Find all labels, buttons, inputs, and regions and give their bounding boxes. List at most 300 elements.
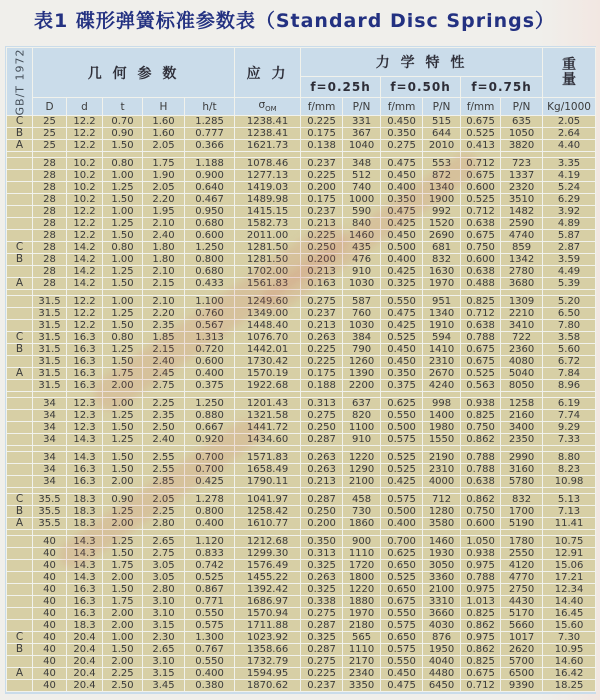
value-cell: 12.2 bbox=[67, 218, 103, 230]
value-cell: 12.2 bbox=[67, 128, 103, 140]
value-cell: 0.600 bbox=[185, 230, 235, 242]
value-cell: 35.5 bbox=[33, 506, 67, 518]
value-cell: 1732.79 bbox=[235, 656, 301, 668]
series-letter: C bbox=[7, 494, 33, 506]
series-letter bbox=[7, 320, 33, 332]
value-cell: 1030 bbox=[343, 278, 381, 290]
value-cell: 1040 bbox=[343, 140, 381, 152]
series-letter bbox=[7, 584, 33, 596]
value-cell: 0.275 bbox=[381, 140, 423, 152]
value-cell: 5.20 bbox=[543, 296, 596, 308]
value-cell: 1561.83 bbox=[235, 278, 301, 290]
value-cell: 0.788 bbox=[461, 332, 501, 344]
value-cell: 3.10 bbox=[143, 656, 185, 668]
series-letter bbox=[7, 194, 33, 206]
value-cell: 2780 bbox=[501, 266, 543, 278]
value-cell: 0.475 bbox=[381, 680, 423, 692]
column-unit-header: t bbox=[103, 98, 143, 116]
value-cell: 0.413 bbox=[461, 140, 501, 152]
value-cell: 0.213 bbox=[301, 218, 343, 230]
value-cell: 4030 bbox=[423, 620, 461, 632]
series-letter: B bbox=[7, 344, 33, 356]
value-cell: 0.213 bbox=[301, 320, 343, 332]
value-cell: 2010 bbox=[423, 140, 461, 152]
series-letter: A bbox=[7, 668, 33, 680]
value-cell: 1.100 bbox=[185, 296, 235, 308]
value-cell: 0.600 bbox=[461, 254, 501, 266]
value-cell: 1.80 bbox=[143, 242, 185, 254]
value-cell: 2.65 bbox=[143, 644, 185, 656]
value-cell: 1.050 bbox=[461, 536, 501, 548]
header-stress: 应 力 bbox=[235, 48, 301, 98]
table-row bbox=[7, 344, 596, 356]
value-cell: 7.33 bbox=[543, 434, 596, 446]
value-cell: 1880 bbox=[343, 596, 381, 608]
value-cell: 34 bbox=[33, 422, 67, 434]
series-letter bbox=[7, 422, 33, 434]
value-cell: 1110 bbox=[343, 644, 381, 656]
table-row bbox=[7, 218, 596, 230]
value-cell: 820 bbox=[343, 410, 381, 422]
table-row bbox=[7, 668, 596, 680]
value-cell: 0.777 bbox=[185, 128, 235, 140]
value-cell: 1702.00 bbox=[235, 266, 301, 278]
value-cell: 0.488 bbox=[461, 278, 501, 290]
value-cell: 367 bbox=[343, 128, 381, 140]
value-cell: 790 bbox=[343, 344, 381, 356]
value-cell: 0.366 bbox=[185, 140, 235, 152]
value-cell: 31.5 bbox=[33, 356, 67, 368]
value-cell: 3.92 bbox=[543, 206, 596, 218]
value-cell: 0.675 bbox=[461, 230, 501, 242]
value-cell: 0.400 bbox=[185, 518, 235, 530]
value-cell: 2.64 bbox=[543, 128, 596, 140]
table-row bbox=[7, 128, 596, 140]
value-cell: 2.85 bbox=[143, 476, 185, 488]
value-cell: 4240 bbox=[423, 380, 461, 392]
value-cell: 2.50 bbox=[143, 422, 185, 434]
value-cell: 40 bbox=[33, 548, 67, 560]
value-cell: 2100 bbox=[343, 476, 381, 488]
value-cell: 16.3 bbox=[67, 380, 103, 392]
value-cell: 0.600 bbox=[461, 182, 501, 194]
value-cell: 15.60 bbox=[543, 620, 596, 632]
value-cell: 1780 bbox=[501, 536, 543, 548]
value-cell: 1201.43 bbox=[235, 398, 301, 410]
value-cell: 3660 bbox=[423, 608, 461, 620]
value-cell: 1.75 bbox=[103, 560, 143, 572]
value-cell: 1434.60 bbox=[235, 434, 301, 446]
value-cell: 2.15 bbox=[143, 278, 185, 290]
value-cell: 14.3 bbox=[67, 536, 103, 548]
value-cell: 435 bbox=[343, 242, 381, 254]
value-cell: 3400 bbox=[501, 422, 543, 434]
value-cell: 0.675 bbox=[461, 668, 501, 680]
value-cell: 2590 bbox=[501, 218, 543, 230]
value-cell: 34 bbox=[33, 434, 67, 446]
value-cell: 992 bbox=[423, 206, 461, 218]
value-cell: 1.313 bbox=[185, 332, 235, 344]
value-cell: 0.550 bbox=[381, 656, 423, 668]
series-letter bbox=[7, 656, 33, 668]
value-cell: 2170 bbox=[343, 656, 381, 668]
value-cell: 12.2 bbox=[67, 320, 103, 332]
value-cell: 2.20 bbox=[143, 194, 185, 206]
value-cell: 34 bbox=[33, 464, 67, 476]
value-cell: 1.00 bbox=[103, 170, 143, 182]
value-cell: 0.525 bbox=[461, 128, 501, 140]
value-cell: 1442.01 bbox=[235, 344, 301, 356]
value-cell: 1455.22 bbox=[235, 572, 301, 584]
value-cell: 2011.00 bbox=[235, 230, 301, 242]
value-cell: 1621.73 bbox=[235, 140, 301, 152]
value-cell: 5170 bbox=[501, 608, 543, 620]
value-cell: 0.525 bbox=[461, 368, 501, 380]
value-cell: 0.250 bbox=[301, 506, 343, 518]
value-cell: 2.75 bbox=[143, 548, 185, 560]
value-cell: 11.41 bbox=[543, 518, 596, 530]
series-letter bbox=[7, 356, 33, 368]
value-cell: 34 bbox=[33, 398, 67, 410]
value-cell: 5.60 bbox=[543, 344, 596, 356]
value-cell: 0.188 bbox=[301, 380, 343, 392]
value-cell: 2.00 bbox=[103, 656, 143, 668]
value-cell: 1571.83 bbox=[235, 452, 301, 464]
value-cell: 1220 bbox=[343, 452, 381, 464]
value-cell: 2360 bbox=[501, 344, 543, 356]
series-letter: A bbox=[7, 518, 33, 530]
value-cell: 0.640 bbox=[185, 182, 235, 194]
value-cell: 3.05 bbox=[143, 560, 185, 572]
value-cell: 1000 bbox=[343, 194, 381, 206]
value-cell: 0.225 bbox=[301, 356, 343, 368]
value-cell: 832 bbox=[423, 254, 461, 266]
value-cell: 0.80 bbox=[103, 242, 143, 254]
value-cell: 722 bbox=[501, 332, 543, 344]
value-cell: 28 bbox=[33, 194, 67, 206]
value-cell: 3.59 bbox=[543, 254, 596, 266]
table-row bbox=[7, 158, 596, 170]
table-row bbox=[7, 308, 596, 320]
series-letter bbox=[7, 548, 33, 560]
value-cell: 4.89 bbox=[543, 218, 596, 230]
value-cell: 0.825 bbox=[461, 296, 501, 308]
table-row bbox=[7, 206, 596, 218]
value-cell: 0.788 bbox=[461, 464, 501, 476]
value-cell: 2.15 bbox=[143, 344, 185, 356]
value-cell: 0.575 bbox=[381, 620, 423, 632]
value-cell: 1.250 bbox=[185, 398, 235, 410]
value-cell: 681 bbox=[423, 242, 461, 254]
value-cell: 0.163 bbox=[301, 278, 343, 290]
value-cell: 1800 bbox=[343, 572, 381, 584]
value-cell: 3410 bbox=[501, 320, 543, 332]
value-cell: 0.225 bbox=[301, 230, 343, 242]
value-cell: 5780 bbox=[501, 476, 543, 488]
value-cell: 0.771 bbox=[185, 596, 235, 608]
table-row bbox=[7, 320, 596, 332]
series-letter: C bbox=[7, 332, 33, 344]
value-cell: 4080 bbox=[501, 356, 543, 368]
value-cell: 1.278 bbox=[185, 494, 235, 506]
value-cell: 0.525 bbox=[461, 194, 501, 206]
table-row bbox=[7, 452, 596, 464]
value-cell: 1349.00 bbox=[235, 308, 301, 320]
series-letter bbox=[7, 596, 33, 608]
value-cell: 1.50 bbox=[103, 278, 143, 290]
value-cell: 0.225 bbox=[301, 170, 343, 182]
value-cell: 12.91 bbox=[543, 548, 596, 560]
value-cell: 14.2 bbox=[67, 266, 103, 278]
value-cell: 458 bbox=[343, 494, 381, 506]
series-letter bbox=[7, 218, 33, 230]
value-cell: 34 bbox=[33, 410, 67, 422]
value-cell: 2160 bbox=[501, 410, 543, 422]
value-cell: 0.213 bbox=[301, 476, 343, 488]
parameters-table bbox=[6, 47, 596, 692]
value-cell: 0.600 bbox=[461, 518, 501, 530]
value-cell: 1.50 bbox=[103, 584, 143, 596]
value-cell: 10.98 bbox=[543, 476, 596, 488]
value-cell: 16.3 bbox=[67, 368, 103, 380]
value-cell: 1.75 bbox=[103, 368, 143, 380]
table-row bbox=[7, 242, 596, 254]
value-cell: 0.200 bbox=[301, 518, 343, 530]
value-cell: 1.90 bbox=[143, 170, 185, 182]
series-letter: B bbox=[7, 506, 33, 518]
value-cell: 0.550 bbox=[381, 608, 423, 620]
value-cell: 0.325 bbox=[301, 632, 343, 644]
series-letter: B bbox=[7, 254, 33, 266]
value-cell: 1.50 bbox=[103, 140, 143, 152]
value-cell: 515 bbox=[423, 116, 461, 128]
value-cell: 0.325 bbox=[381, 278, 423, 290]
value-cell: 1.25 bbox=[103, 266, 143, 278]
value-cell: 2.30 bbox=[143, 632, 185, 644]
table-row bbox=[7, 434, 596, 446]
value-cell: 3.10 bbox=[143, 608, 185, 620]
value-cell: 10.2 bbox=[67, 194, 103, 206]
value-cell: 3680 bbox=[501, 278, 543, 290]
value-cell: 512 bbox=[343, 170, 381, 182]
value-cell: 0.225 bbox=[301, 344, 343, 356]
value-cell: 635 bbox=[501, 116, 543, 128]
value-cell: 14.60 bbox=[543, 656, 596, 668]
column-unit-header: P/N bbox=[501, 98, 543, 116]
table-row bbox=[7, 194, 596, 206]
value-cell: 34 bbox=[33, 452, 67, 464]
value-cell: 40 bbox=[33, 536, 67, 548]
value-cell: 7.84 bbox=[543, 368, 596, 380]
value-cell: 1.25 bbox=[103, 182, 143, 194]
value-cell: 1970 bbox=[423, 278, 461, 290]
series-letter bbox=[7, 170, 33, 182]
value-cell: 0.975 bbox=[461, 632, 501, 644]
series-letter: C bbox=[7, 116, 33, 128]
value-cell: 1570.94 bbox=[235, 608, 301, 620]
value-cell: 8.96 bbox=[543, 380, 596, 392]
value-cell: 40 bbox=[33, 620, 67, 632]
value-cell: 0.425 bbox=[381, 476, 423, 488]
series-letter bbox=[7, 620, 33, 632]
value-cell: 2200 bbox=[343, 380, 381, 392]
value-cell: 998 bbox=[423, 398, 461, 410]
value-cell: 0.225 bbox=[301, 116, 343, 128]
value-cell: 16.3 bbox=[67, 356, 103, 368]
value-cell: 2.25 bbox=[103, 668, 143, 680]
value-cell: 16.3 bbox=[67, 464, 103, 476]
value-cell: 2.40 bbox=[143, 434, 185, 446]
column-unit-header: P/N bbox=[423, 98, 461, 116]
value-cell: 0.675 bbox=[461, 116, 501, 128]
value-cell: 2.05 bbox=[143, 182, 185, 194]
value-cell: 16.45 bbox=[543, 608, 596, 620]
value-cell: 2.00 bbox=[103, 572, 143, 584]
value-cell: 348 bbox=[343, 158, 381, 170]
value-cell: 16.3 bbox=[67, 476, 103, 488]
value-cell: 1290 bbox=[343, 464, 381, 476]
value-cell: 12.2 bbox=[67, 230, 103, 242]
value-cell: 12.3 bbox=[67, 398, 103, 410]
table-row bbox=[7, 266, 596, 278]
value-cell: 1041.97 bbox=[235, 494, 301, 506]
value-cell: 40 bbox=[33, 608, 67, 620]
value-cell: 2.10 bbox=[143, 296, 185, 308]
value-cell: 0.525 bbox=[185, 572, 235, 584]
value-cell: 2.00 bbox=[103, 518, 143, 530]
value-cell: 40 bbox=[33, 596, 67, 608]
value-cell: 384 bbox=[343, 332, 381, 344]
value-cell: 31.5 bbox=[33, 308, 67, 320]
value-cell: 0.263 bbox=[301, 464, 343, 476]
value-cell: 1212.68 bbox=[235, 536, 301, 548]
table-row bbox=[7, 680, 596, 692]
value-cell: 35.5 bbox=[33, 494, 67, 506]
value-cell: 1630 bbox=[423, 266, 461, 278]
series-letter bbox=[7, 572, 33, 584]
value-cell: 9.29 bbox=[543, 422, 596, 434]
value-cell: 0.350 bbox=[301, 536, 343, 548]
value-cell: 644 bbox=[423, 128, 461, 140]
value-cell: 2.80 bbox=[143, 518, 185, 530]
value-cell: 1100 bbox=[343, 422, 381, 434]
value-cell: 3310 bbox=[423, 596, 461, 608]
value-cell: 2620 bbox=[501, 644, 543, 656]
value-cell: 0.287 bbox=[301, 494, 343, 506]
value-cell: 6.29 bbox=[543, 194, 596, 206]
series-letter bbox=[7, 266, 33, 278]
value-cell: 0.450 bbox=[381, 116, 423, 128]
series-letter bbox=[7, 206, 33, 218]
value-cell: 0.275 bbox=[301, 608, 343, 620]
value-cell: 14.3 bbox=[67, 560, 103, 572]
value-cell: 0.138 bbox=[301, 140, 343, 152]
value-cell: 1448.40 bbox=[235, 320, 301, 332]
value-cell: 3510 bbox=[501, 194, 543, 206]
column-unit-header: P/N bbox=[343, 98, 381, 116]
value-cell: 12.2 bbox=[67, 296, 103, 308]
value-cell: 1.50 bbox=[103, 644, 143, 656]
value-cell: 0.750 bbox=[461, 422, 501, 434]
value-cell: 910 bbox=[343, 266, 381, 278]
series-letter bbox=[7, 296, 33, 308]
value-cell: 0.375 bbox=[185, 380, 235, 392]
value-cell: 2.75 bbox=[143, 380, 185, 392]
value-cell: 40 bbox=[33, 656, 67, 668]
value-cell: 5190 bbox=[501, 518, 543, 530]
value-cell: 1110 bbox=[343, 548, 381, 560]
value-cell: 1358.66 bbox=[235, 644, 301, 656]
value-cell: 1730.42 bbox=[235, 356, 301, 368]
table-row bbox=[7, 476, 596, 488]
column-unit-header: Kg/1000 bbox=[543, 98, 596, 116]
value-cell: 0.237 bbox=[301, 680, 343, 692]
table-row bbox=[7, 536, 596, 548]
value-cell: 2210 bbox=[501, 308, 543, 320]
value-cell: 1610.77 bbox=[235, 518, 301, 530]
value-cell: 1.250 bbox=[185, 242, 235, 254]
value-cell: 0.667 bbox=[185, 422, 235, 434]
value-cell: 0.380 bbox=[185, 680, 235, 692]
value-cell: 35.5 bbox=[33, 518, 67, 530]
value-cell: 2.00 bbox=[103, 476, 143, 488]
value-cell: 0.550 bbox=[381, 410, 423, 422]
value-cell: 5.24 bbox=[543, 182, 596, 194]
value-cell: 760 bbox=[343, 308, 381, 320]
value-cell: 2340 bbox=[343, 668, 381, 680]
value-cell: 2990 bbox=[501, 452, 543, 464]
table-row bbox=[7, 596, 596, 608]
value-cell: 1.50 bbox=[103, 320, 143, 332]
value-cell: 0.575 bbox=[381, 644, 423, 656]
value-cell: 10.75 bbox=[543, 536, 596, 548]
column-unit-header: d bbox=[67, 98, 103, 116]
value-cell: 1790.11 bbox=[235, 476, 301, 488]
value-cell: 0.200 bbox=[301, 182, 343, 194]
value-cell: 2.55 bbox=[143, 464, 185, 476]
value-cell: 0.575 bbox=[185, 620, 235, 632]
value-cell: 0.638 bbox=[461, 476, 501, 488]
value-cell: 0.250 bbox=[301, 422, 343, 434]
value-cell: 0.880 bbox=[185, 410, 235, 422]
value-cell: 1337 bbox=[501, 170, 543, 182]
value-cell: 2.00 bbox=[103, 620, 143, 632]
value-cell: 16.42 bbox=[543, 668, 596, 680]
value-cell: 1.25 bbox=[103, 410, 143, 422]
value-cell: 1930 bbox=[423, 548, 461, 560]
value-cell: 28 bbox=[33, 170, 67, 182]
value-cell: 0.475 bbox=[381, 206, 423, 218]
value-cell: 0.742 bbox=[185, 560, 235, 572]
value-cell: 0.950 bbox=[185, 206, 235, 218]
value-cell: 910 bbox=[343, 434, 381, 446]
value-cell: 2.65 bbox=[143, 536, 185, 548]
value-cell: 0.287 bbox=[301, 644, 343, 656]
series-letter: B bbox=[7, 128, 33, 140]
value-cell: 0.833 bbox=[185, 548, 235, 560]
value-cell: 18.3 bbox=[67, 506, 103, 518]
value-cell: 6.19 bbox=[543, 398, 596, 410]
value-cell: 2.05 bbox=[543, 116, 596, 128]
table-row bbox=[7, 506, 596, 518]
series-letter bbox=[7, 158, 33, 170]
value-cell: 2670 bbox=[423, 368, 461, 380]
value-cell: 0.375 bbox=[381, 380, 423, 392]
value-cell: 3350 bbox=[343, 680, 381, 692]
value-cell: 0.700 bbox=[381, 536, 423, 548]
value-cell: 12.2 bbox=[67, 308, 103, 320]
value-cell: 0.450 bbox=[381, 344, 423, 356]
